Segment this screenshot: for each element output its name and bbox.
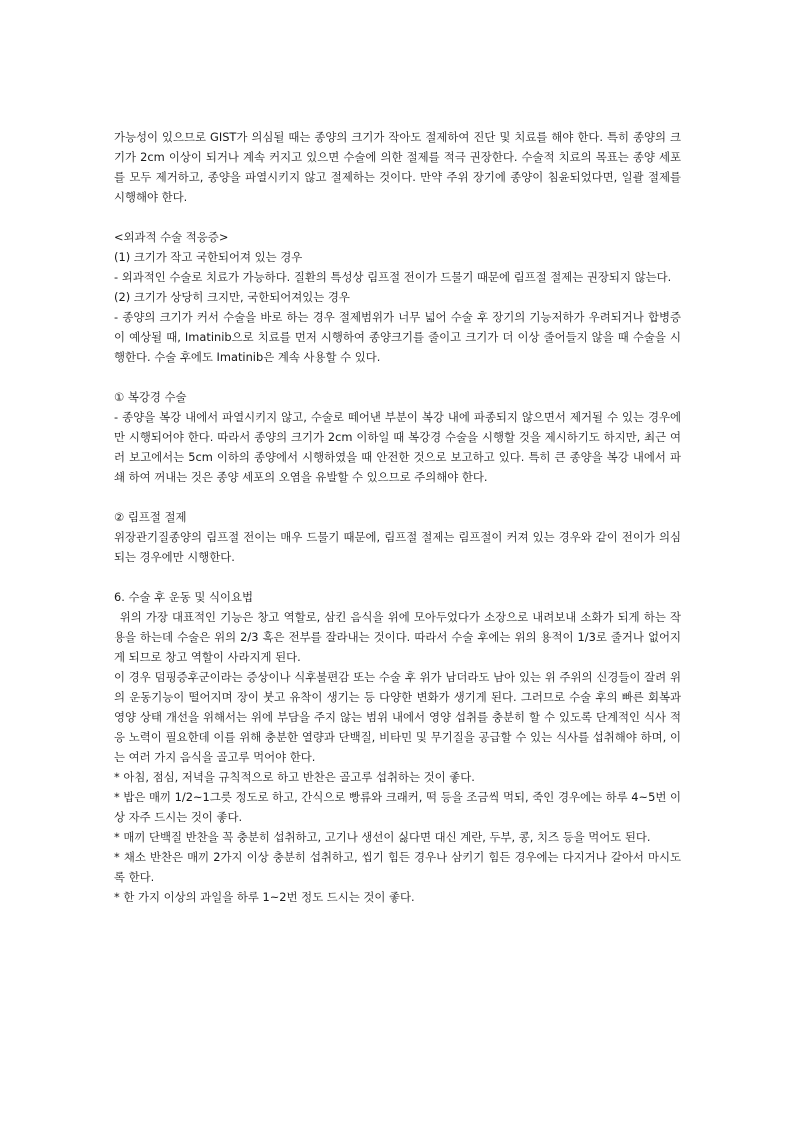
laparoscopy-body: - 종양을 복강 내에서 파열시키지 않고, 수술로 떼어낸 부분이 복강 내에 파종되지 않으면서 제거될 수 있는 경우에만 시행되어야 한다. 따라서 종양의 크기가 2cm 이하일 때 복강경 수술을 시행할 것을 제시하기도 하지만, 최근 여러 보고에서는 5cm 이하의 종양에서 시행하였을 때 안전한 것으로 보고하고 있다. 특히 큰 종양을 복강 내에서 파쇄 하여 꺼내는 것은 종양 세포의 오염을 유발할 수 있으므로 주의해야 한다. xyxy=(114,410,681,484)
surgery-indications-heading: <외과적 수술 적응증> xyxy=(114,230,229,244)
diet-bullet: * 밥은 매끼 1/2~1그릇 정도로 하고, 간식으로 빵류와 크래커, 떡 등을 조금씩 먹되, 죽인 경우에는 하루 4~5번 이상 자주 드시는 것이 좋다. xyxy=(114,790,681,824)
diet-bullet: * 한 가지 이상의 과일을 하루 1~2번 정도 드시는 것이 좋다. xyxy=(114,890,415,904)
spacer xyxy=(114,207,681,227)
section6-paragraph-2: 이 경우 덤핑증후군이라는 증상이나 식후불편감 또는 수술 후 위가 남더라도 남아 있는 위 주위의 신경들이 잘려 위의 운동기능이 떨어지며 장이 붓고 유착이 생기는 등 다양한 변화가 생기게 된다. 그러므로 수술 후의 빠른 회복과 영양 상태 개선을 위해서는 위에 부담을 주지 않는 범위 내에서 영양 섭취를 충분히 할 수 있도록 단계적인 식사 적응 노력이 필요한데 이를 위해 충분한 열량과 단백질, 비타민 및 무기질을 공급할 수 있는 식사를 섭취해야 하며, 이는 여러 가지 음식을 골고루 먹어야 한다. xyxy=(114,670,681,764)
spacer xyxy=(114,487,681,507)
intro-paragraph: 가능성이 있으므로 GIST가 의심될 때는 종양의 크기가 작아도 절제하여 진단 및 치료를 해야 한다. 특히 종양의 크기가 2cm 이상이 되거나 계속 커지고 있으면 수술에 의한 절제를 적극 권장한다. 수술적 치료의 목표는 종양 세포를 모두 제거하고, 종양을 파열시키지 않고 절제하는 것이다. 만약 주위 장기에 종양이 침윤되었다면, 일괄 절제를 시행해야 한다. xyxy=(114,130,681,204)
case2-body: - 종양의 크기가 커서 수술을 바로 하는 경우 절제범위가 너무 넓어 수술 후 장기의 기능저하가 우려되거나 합병증이 예상될 때, Imatinib으로 치료를 먼저 시행하여 종양크기를 줄이고 크기가 더 이상 줄어들지 않을 때 수술을 시행한다. 수술 후에도 Imatinib은 계속 사용할 수 있다. xyxy=(114,310,681,364)
diet-bullet: * 아침, 점심, 저녁을 규칙적으로 하고 반찬은 골고루 섭취하는 것이 좋다. xyxy=(114,770,475,784)
section6-paragraph-1: 위의 가장 대표적인 기능은 창고 역할로, 삼킨 음식을 위에 모아두었다가 소장으로 내려보내 소화가 되게 하는 작용을 하는데 수술은 위의 2/3 혹은 전부를 잘라내는 것이다. 따라서 수술 후에는 위의 용적이 1/3로 줄거나 없어지게 되므로 창고 역할이 사라지게 된다. xyxy=(114,610,681,664)
diet-bullet: * 매끼 단백질 반찬을 꼭 충분히 섭취하고, 고기나 생선이 싫다면 대신 계란, 두부, 콩, 치즈 등을 먹어도 된다. xyxy=(114,830,651,844)
case1-title: (1) 크기가 작고 국한되어져 있는 경우 xyxy=(114,250,303,264)
diet-bullet: * 채소 반찬은 매끼 2가지 이상 충분히 섭취하고, 씹기 힘든 경우나 삼키기 힘든 경우에는 다지거나 갈아서 마시도록 한다. xyxy=(114,850,681,884)
case1-body: - 외과적인 수술로 치료가 가능하다. 질환의 특성상 림프절 전이가 드물기 때문에 림프절 절제는 권장되지 않는다. xyxy=(114,270,672,284)
lymph-node-body: 위장관기질종양의 림프절 전이는 매우 드물기 때문에, 림프절 절제는 림프절이 커져 있는 경우와 같이 전이가 의심되는 경우에만 시행한다. xyxy=(114,530,681,564)
lymph-node-title: ② 림프절 절제 xyxy=(114,510,187,524)
spacer xyxy=(114,567,681,587)
case2-title: (2) 크기가 상당히 크지만, 국한되어져있는 경우 xyxy=(114,290,350,304)
section6-title: 6. 수술 후 운동 및 식이요법 xyxy=(114,590,254,604)
spacer xyxy=(114,367,681,387)
laparoscopy-title: ① 복강경 수술 xyxy=(114,390,187,404)
document-page xyxy=(114,127,681,907)
